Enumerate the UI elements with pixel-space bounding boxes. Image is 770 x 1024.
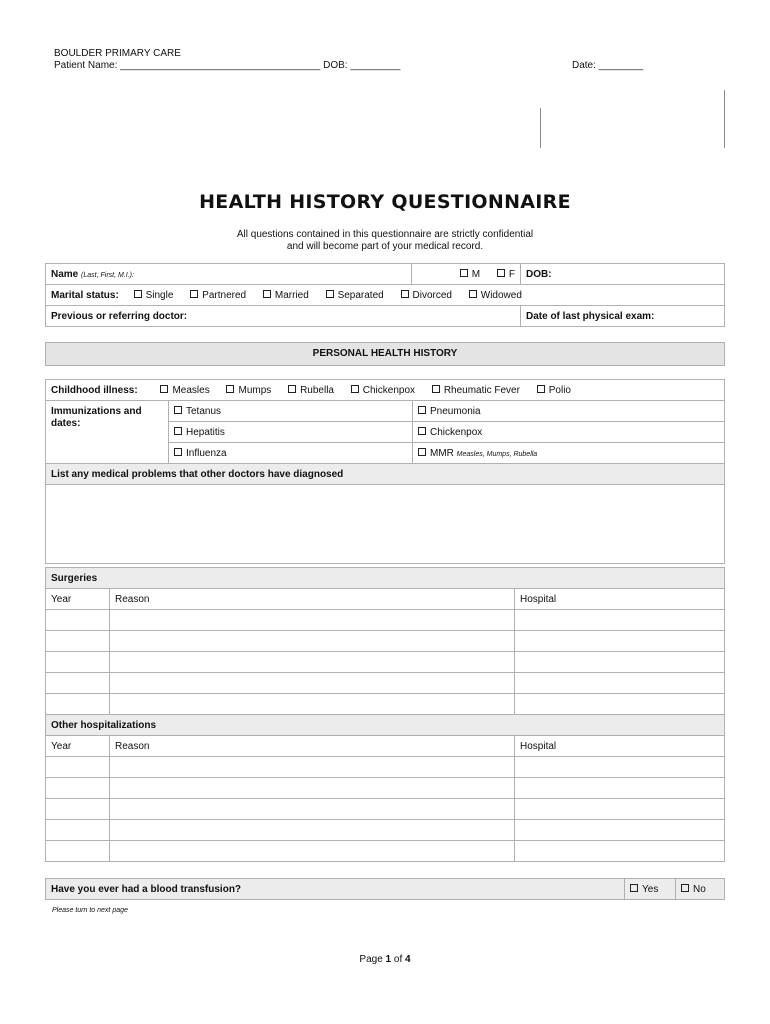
year-field[interactable] bbox=[46, 652, 110, 673]
checkbox-icon bbox=[469, 290, 477, 298]
immunization-tetanus[interactable]: Tetanus bbox=[169, 401, 413, 422]
practice-name: BOULDER PRIMARY CARE bbox=[54, 48, 181, 59]
immunization-influenza[interactable]: Influenza bbox=[169, 443, 413, 464]
surgeries-label: Surgeries bbox=[46, 568, 725, 589]
illness-rheumatic-fever[interactable]: Rheumatic Fever bbox=[432, 385, 520, 396]
checkbox-icon bbox=[537, 385, 545, 393]
year-field[interactable] bbox=[46, 799, 110, 820]
year-field[interactable] bbox=[46, 694, 110, 715]
checkbox-icon bbox=[497, 269, 505, 277]
table-row bbox=[46, 778, 725, 799]
marital-partnered[interactable]: Partnered bbox=[190, 290, 246, 301]
hosp-hospital-header: Hospital bbox=[515, 736, 725, 757]
referring-doctor-cell[interactable]: Previous or referring doctor: bbox=[46, 306, 521, 327]
reason-field[interactable] bbox=[110, 673, 515, 694]
hospital-field[interactable] bbox=[515, 673, 725, 694]
medical-problems-label: List any medical problems that other doctors have diagnosed bbox=[46, 464, 725, 485]
immunization-hepatitis[interactable]: Hepatitis bbox=[169, 422, 413, 443]
reason-field[interactable] bbox=[110, 820, 515, 841]
health-history-table bbox=[45, 379, 725, 564]
divider-line bbox=[540, 108, 541, 148]
year-field[interactable] bbox=[46, 841, 110, 862]
checkbox-icon bbox=[174, 427, 182, 435]
marital-widowed[interactable]: Widowed bbox=[469, 290, 522, 301]
sex-cell bbox=[412, 264, 521, 285]
checkbox-icon bbox=[288, 385, 296, 393]
marital-separated[interactable]: Separated bbox=[326, 290, 384, 301]
illness-measles[interactable]: Measles bbox=[160, 385, 209, 396]
divider-line bbox=[724, 90, 725, 148]
hosp-year-header: Year bbox=[46, 736, 110, 757]
table-row bbox=[46, 673, 725, 694]
reason-field[interactable] bbox=[110, 799, 515, 820]
hospital-field[interactable] bbox=[515, 778, 725, 799]
page-number: Page 1 of 4 bbox=[359, 954, 411, 965]
sex-f-checkbox[interactable]: F bbox=[497, 269, 515, 280]
year-field[interactable] bbox=[46, 673, 110, 694]
year-field[interactable] bbox=[46, 778, 110, 799]
medical-problems-field[interactable] bbox=[46, 485, 725, 564]
childhood-illness-row: Childhood illness: Measles Mumps Rubella Chickenpox Rheumatic Fever Polio bbox=[46, 380, 725, 401]
marital-single[interactable]: Single bbox=[134, 290, 174, 301]
table-row bbox=[46, 652, 725, 673]
checkbox-icon bbox=[226, 385, 234, 393]
reason-field[interactable] bbox=[110, 778, 515, 799]
reason-field[interactable] bbox=[110, 610, 515, 631]
checkbox-icon bbox=[418, 427, 426, 435]
checkbox-icon bbox=[263, 290, 271, 298]
hospital-field[interactable] bbox=[515, 610, 725, 631]
table-row bbox=[46, 820, 725, 841]
table-row bbox=[46, 631, 725, 652]
marital-divorced[interactable]: Divorced bbox=[401, 290, 452, 301]
hosp-reason-header: Reason bbox=[110, 736, 515, 757]
table-row bbox=[46, 694, 725, 715]
turn-page-note: Please turn to next page bbox=[52, 907, 128, 914]
surgery-hospital-header: Hospital bbox=[515, 589, 725, 610]
checkbox-icon bbox=[460, 269, 468, 277]
hospitalizations-label: Other hospitalizations bbox=[46, 715, 725, 736]
hospital-field[interactable] bbox=[515, 652, 725, 673]
checkbox-icon bbox=[418, 406, 426, 414]
checkbox-icon bbox=[681, 884, 689, 892]
marital-married[interactable]: Married bbox=[263, 290, 309, 301]
immunization-mmr[interactable]: MMR Measles, Mumps, Rubella bbox=[413, 443, 725, 464]
patient-name-line: Patient Name: ____________________________________ DOB: _________ bbox=[54, 60, 401, 71]
year-field[interactable] bbox=[46, 631, 110, 652]
surgeries-table bbox=[45, 567, 725, 862]
illness-chickenpox[interactable]: Chickenpox bbox=[351, 385, 415, 396]
name-cell[interactable]: Name (Last, First, M.I.): bbox=[46, 264, 412, 285]
year-field[interactable] bbox=[46, 757, 110, 778]
hospital-field[interactable] bbox=[515, 799, 725, 820]
hospital-field[interactable] bbox=[515, 841, 725, 862]
transfusion-no[interactable]: No bbox=[676, 879, 725, 900]
checkbox-icon bbox=[630, 884, 638, 892]
checkbox-icon bbox=[174, 448, 182, 456]
reason-field[interactable] bbox=[110, 652, 515, 673]
reason-field[interactable] bbox=[110, 841, 515, 862]
checkbox-icon bbox=[432, 385, 440, 393]
checkbox-icon bbox=[418, 448, 426, 456]
immunizations-label: Immunizations and dates: bbox=[46, 401, 169, 464]
confidential-note: All questions contained in this questionnaire are strictly confidential and will become part of your medical record. bbox=[236, 229, 534, 252]
transfusion-yes[interactable]: Yes bbox=[625, 879, 676, 900]
hospital-field[interactable] bbox=[515, 820, 725, 841]
checkbox-icon bbox=[326, 290, 334, 298]
year-field[interactable] bbox=[46, 820, 110, 841]
sex-m-checkbox[interactable]: M bbox=[460, 269, 480, 280]
marital-status-row: Marital status: Single Partnered Married Separated Divorced Widowed bbox=[46, 285, 725, 306]
illness-mumps[interactable]: Mumps bbox=[226, 385, 271, 396]
hospital-field[interactable] bbox=[515, 757, 725, 778]
checkbox-icon bbox=[134, 290, 142, 298]
checkbox-icon bbox=[401, 290, 409, 298]
year-field[interactable] bbox=[46, 610, 110, 631]
hospital-field[interactable] bbox=[515, 694, 725, 715]
surgery-year-header: Year bbox=[46, 589, 110, 610]
hospital-field[interactable] bbox=[515, 631, 725, 652]
transfusion-table bbox=[45, 878, 725, 900]
reason-field[interactable] bbox=[110, 694, 515, 715]
surgery-reason-header: Reason bbox=[110, 589, 515, 610]
dob-cell[interactable]: DOB: bbox=[521, 264, 725, 285]
table-row bbox=[46, 799, 725, 820]
checkbox-icon bbox=[174, 406, 182, 414]
section-header: PERSONAL HEALTH HISTORY bbox=[45, 342, 725, 366]
checkbox-icon bbox=[190, 290, 198, 298]
immunization-pneumonia[interactable]: Pneumonia bbox=[413, 401, 725, 422]
reason-field[interactable] bbox=[110, 631, 515, 652]
table-row bbox=[46, 757, 725, 778]
page-title: HEALTH HISTORY QUESTIONNAIRE bbox=[199, 191, 571, 213]
date-line: Date: ________ bbox=[572, 60, 644, 71]
immunization-chickenpox[interactable]: Chickenpox bbox=[413, 422, 725, 443]
checkbox-icon bbox=[160, 385, 168, 393]
checkbox-icon bbox=[351, 385, 359, 393]
table-row bbox=[46, 841, 725, 862]
transfusion-question: Have you ever had a blood transfusion? bbox=[46, 879, 625, 900]
reason-field[interactable] bbox=[110, 757, 515, 778]
last-physical-cell[interactable]: Date of last physical exam: bbox=[521, 306, 725, 327]
illness-polio[interactable]: Polio bbox=[537, 385, 571, 396]
illness-rubella[interactable]: Rubella bbox=[288, 385, 334, 396]
patient-info-table bbox=[45, 263, 725, 327]
table-row bbox=[46, 610, 725, 631]
